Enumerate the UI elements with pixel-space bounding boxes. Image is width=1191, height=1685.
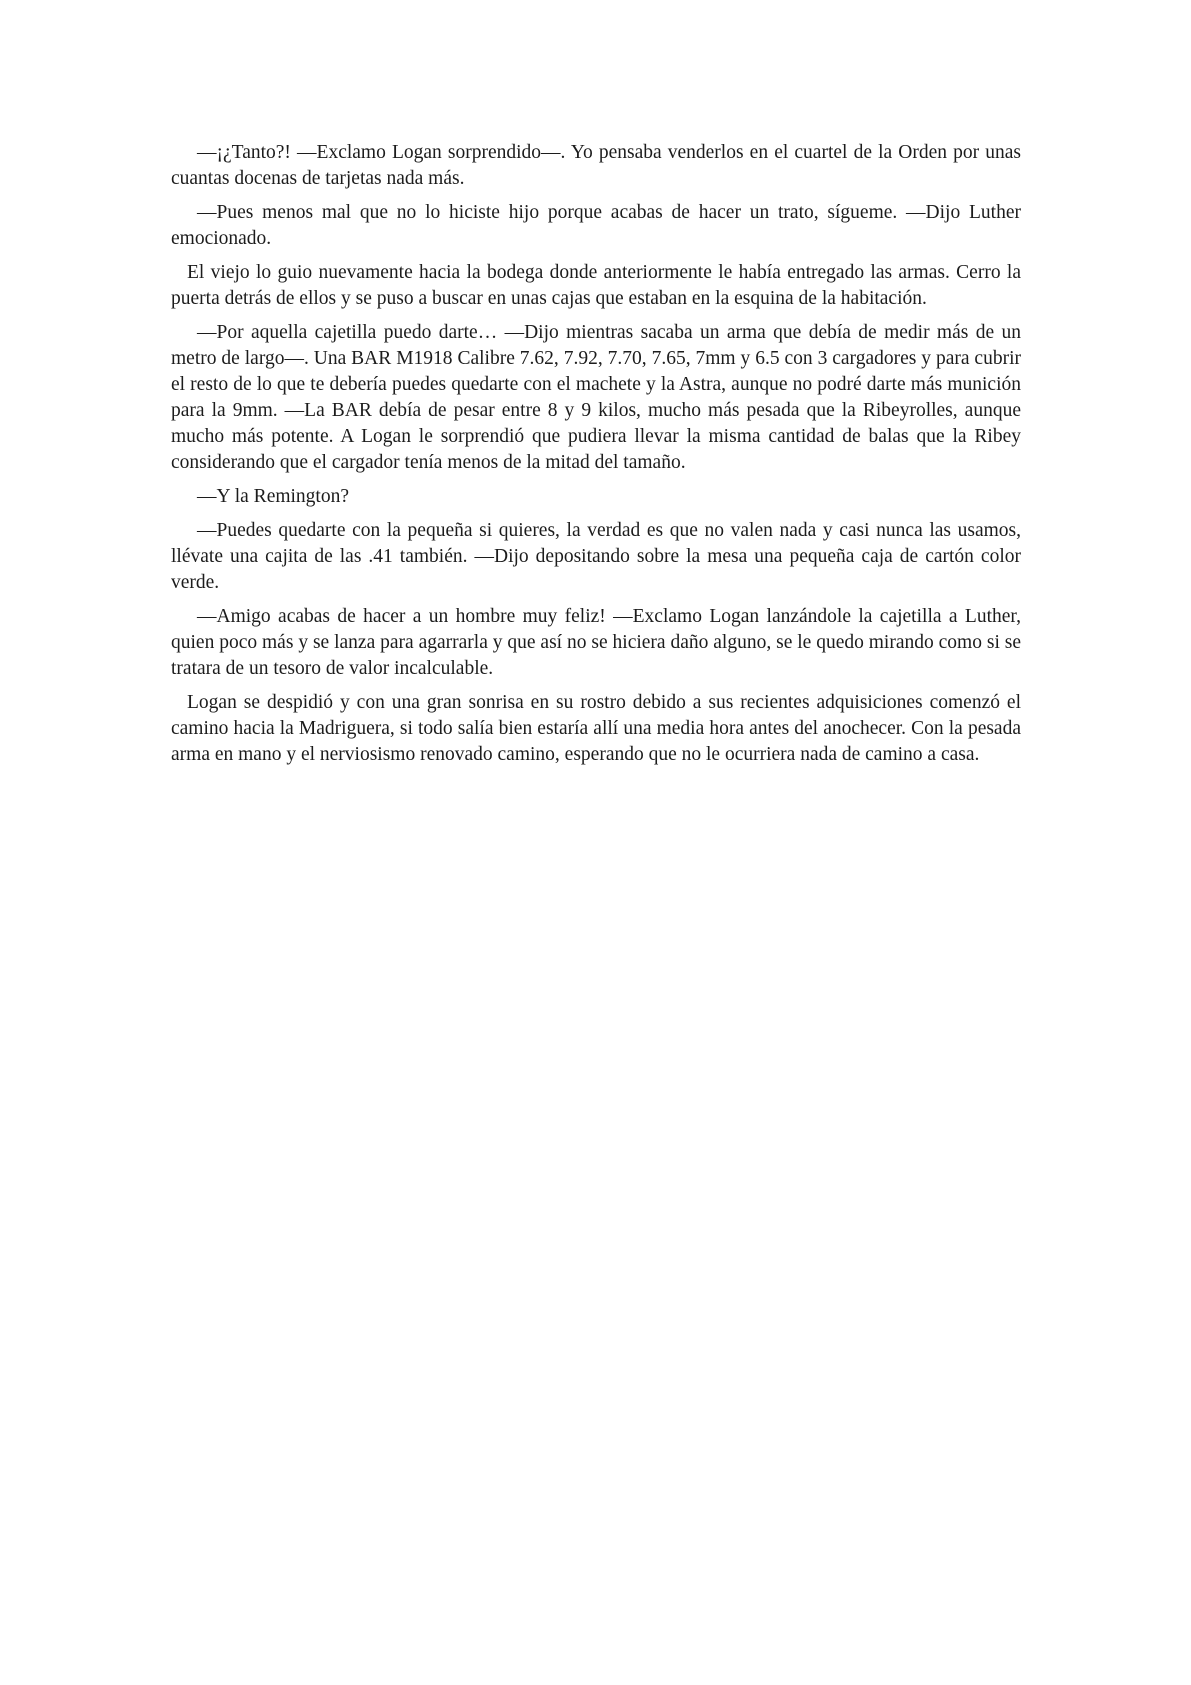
paragraph-dialogue-amigo: —Amigo acabas de hacer a un hombre muy feliz! —Exclamo Logan lanzándole la cajetilla a Luther, quien poco más y se lanza para agarrarla y que así no se hiciera daño alguno, se le quedo mirando como si se tratara de un tesoro de valor incalculable. [171, 606, 1021, 679]
paragraph-dialogue-tanto: —¡¿Tanto?! —Exclamo Logan sorprendido—. Yo pensaba venderlos en el cuartel de la Orden por unas cuantas docenas de tarjetas nada más. [171, 142, 1021, 189]
paragraph-narration-despedida: Logan se despidió y con una gran sonrisa en su rostro debido a sus recientes adquisiciones comenzó el camino hacia la Madriguera, si todo salía bien estaría allí una media hora antes del anochecer. Con la pesada arma en mano y el nerviosismo renovado camino, esperando que no le ocurriera nada de camino a casa. [171, 692, 1021, 765]
body-text [171, 140, 1021, 776]
paragraph-dialogue-bar: —Por aquella cajetilla puedo darte… —Dijo mientras sacaba un arma que debía de medir más de un metro de largo—. Una BAR M1918 Calibre 7.62, 7.92, 7.70, 7.65, 7mm y 6.5 con 3 cargadores y para cubrir el resto de lo que te debería puedes quedarte con el machete y la Astra, aunque no podré darte más munición para la 9mm. —La BAR debía de pesar entre 8 y 9 kilos, mucho más pesada que la Ribeyrolles, aunque mucho más potente. A Logan le sorprendió que pudiera llevar la misma cantidad de balas que la Ribey considerando que el cargador tenía menos de la mitad del tamaño. [171, 322, 1021, 473]
paragraph-narration-bodega: El viejo lo guio nuevamente hacia la bodega donde anteriormente le había entregado las armas. Cerro la puerta detrás de ellos y se puso a buscar en unas cajas que estaban en la esquina de la habitación. [171, 262, 1021, 309]
paragraph-dialogue-remington: —Y la Remington? [197, 486, 350, 507]
paragraph-dialogue-luther: —Pues menos mal que no lo hiciste hijo porque acabas de hacer un trato, sígueme. —Dijo Luther emocionado. [171, 202, 1021, 249]
paragraph-dialogue-pequena: —Puedes quedarte con la pequeña si quieres, la verdad es que no valen nada y casi nunca las usamos, llévate una cajita de las .41 también. —Dijo depositando sobre la mesa una pequeña caja de cartón color verde. [171, 520, 1021, 593]
